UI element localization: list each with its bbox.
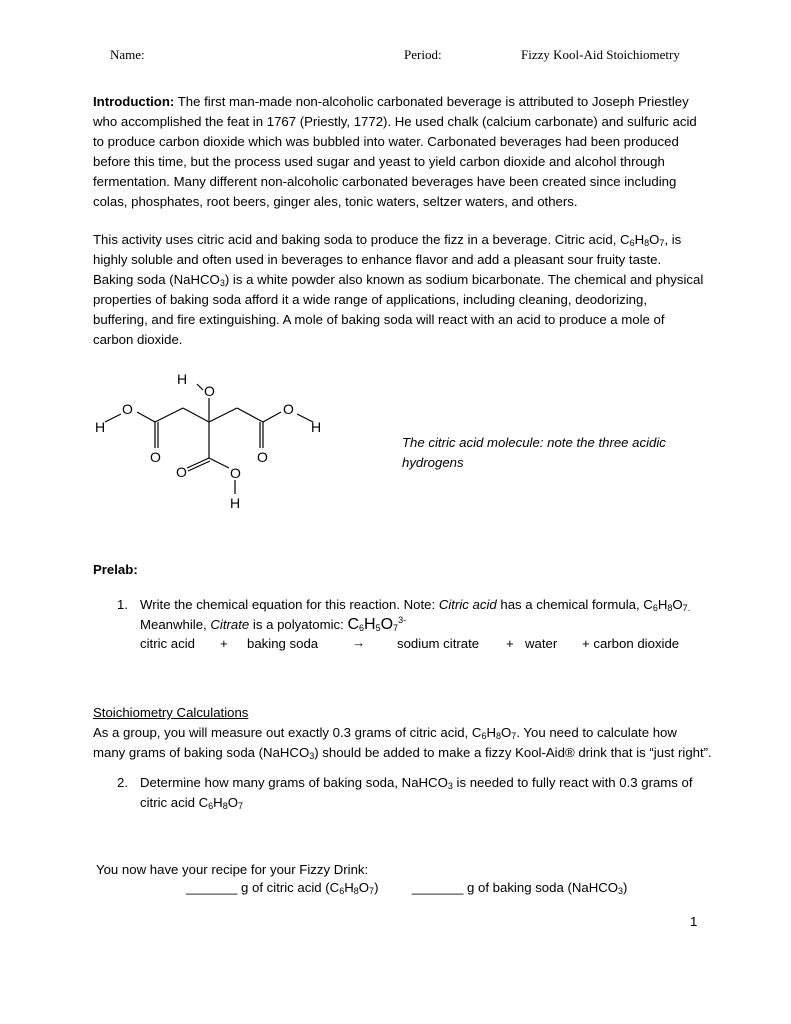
activity-paragraph: This activity uses citric acid and baking soda to produce the fizz in a beverage. Citric acid, $C_6H_8O_7$, is highly soluble and often used in beverages to enhance flavor and add a pleasant sour fruity taste. Baking soda (NaHCO$_3$) is a white powder also known as sodium bicarbonate. The chemical and physical properties of baking soda afford it a wide range of applications, including cleaning, deodorizing, buffering, and fire extinguishing. A mole of baking soda will react with an acid to produce a mole of carbon dioxide. bbox=[93, 232, 704, 347]
atom-o-left-carbonyl: O bbox=[150, 449, 161, 465]
atom-o-left: O bbox=[122, 401, 133, 417]
intro-heading: Introduction: bbox=[93, 94, 175, 109]
baking-soda-blank[interactable]: _______ bbox=[412, 880, 464, 895]
molecule-bonds bbox=[105, 384, 313, 494]
eq-baking-soda: baking soda bbox=[247, 636, 319, 651]
stoich-heading: Stoichiometry Calculations bbox=[93, 705, 249, 720]
eq-sodium-citrate: sodium citrate bbox=[397, 636, 480, 651]
citric-acid-blank[interactable]: _______ bbox=[186, 880, 238, 895]
atom-h-top: H bbox=[177, 371, 188, 387]
recipe-intro: You now have your recipe for your Fizzy Drink: bbox=[96, 862, 369, 877]
question-2: Determine how many grams of baking soda, NaHCO$_3$ is needed to fully react with 0.3 grams of citric acid $C_6H_8O_7$ bbox=[140, 775, 693, 811]
eq-arrow: → bbox=[352, 635, 366, 650]
atom-h-bottom: H bbox=[230, 495, 241, 511]
eq-plus-1: + bbox=[220, 636, 228, 651]
page-number: 1 bbox=[690, 914, 698, 929]
atom-h-left: H bbox=[95, 419, 106, 435]
atom-o-right-carbonyl: O bbox=[257, 449, 268, 465]
question-1: Write the chemical equation for this reaction. Note: Citric acid has a chemical formula, $C_6H_8O_{7.}$ Meanwhile, Citrate is a polyatomic: $C_6H_5O_7^{3-}$ bbox=[140, 597, 691, 633]
period-label: Period: bbox=[404, 47, 442, 62]
recipe-citric-acid: _______ g of citric acid $(C_6H_8O_7)$ bbox=[186, 880, 379, 896]
question-2-number: 2. bbox=[117, 775, 128, 790]
eq-plus-2: + bbox=[506, 636, 514, 651]
document-title: Fizzy Kool-Aid Stoichiometry bbox=[521, 47, 680, 62]
stoich-section: Stoichiometry Calculations As a group, you will measure out exactly 0.3 grams of citric acid, $C_6H_8O_7$. You need to calculate how many grams of baking soda (NaHCO$_3$) should be added to make a fizzy Kool-Aid® drink that is “just right”. bbox=[93, 705, 712, 761]
atom-o-right: O bbox=[283, 401, 294, 417]
eq-citric-acid: citric acid bbox=[140, 636, 195, 651]
atom-o-bottom: O bbox=[230, 465, 241, 481]
molecule-caption: The citric acid molecule: note the three acidic hydrogens bbox=[402, 435, 666, 470]
prelab-heading: Prelab: bbox=[93, 562, 138, 577]
citric-acid-structure bbox=[85, 360, 345, 520]
atom-h-right: H bbox=[311, 419, 322, 435]
intro-paragraph: Introduction: The first man-made non-alcoholic carbonated beverage is attributed to Joseph Priestley who accomplished the feat in 1767 (Priestly, 1772). He used chalk (calcium carbonate) and sulfuric acid to produce carbon dioxide which was bubbled into water. Carbonated beverages had been produced before this time, but the process used sugar and yeast to yield carbon dioxide and alcohol through fermentation. Many different non-alcoholic carbonated beverages have been created since including colas, phosphates, root beers, ginger ales, tonic waters, seltzer waters, and others. bbox=[93, 94, 697, 209]
eq-water: water bbox=[525, 636, 558, 651]
atom-o-bottom-carbonyl: O bbox=[176, 464, 187, 480]
recipe-baking-soda: _______ g of baking soda (NaHCO$_3$) bbox=[412, 880, 628, 896]
name-label: Name: bbox=[110, 47, 145, 62]
eq-carbon-dioxide: + carbon dioxide bbox=[582, 636, 680, 651]
atom-o-top: O bbox=[204, 383, 215, 399]
question-1-number: 1. bbox=[117, 597, 128, 612]
